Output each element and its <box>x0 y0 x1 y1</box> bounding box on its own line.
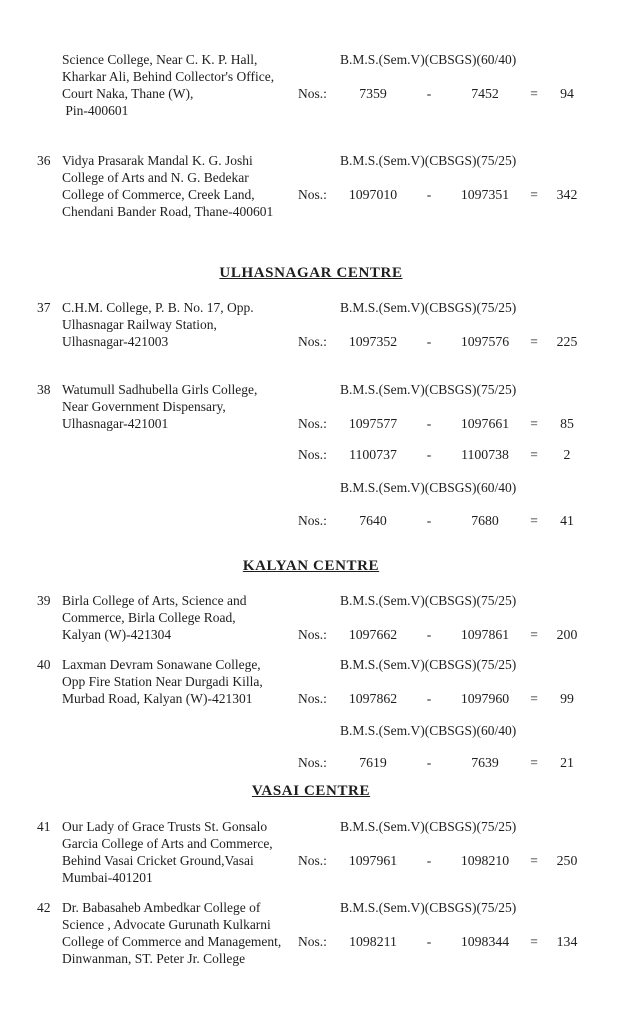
address-line: Mumbai-401201 <box>62 870 153 885</box>
nos-equals: = <box>530 691 538 706</box>
nos-from: 1097662 <box>348 627 398 642</box>
entry-number: 42 <box>37 900 51 915</box>
nos-label: Nos.: <box>298 447 327 462</box>
exam-subject: B.M.S.(Sem.V)(CBSGS)(75/25) <box>340 300 517 315</box>
address-line: Science College, Near C. K. P. Hall, <box>62 52 258 67</box>
nos-to: 1098344 <box>460 934 510 949</box>
nos-count: 342 <box>556 187 578 202</box>
centre-heading: KALYAN CENTRE <box>242 558 380 574</box>
nos-label: Nos.: <box>298 513 327 528</box>
exam-subject: B.M.S.(Sem.V)(CBSGS)(75/25) <box>340 382 517 397</box>
address-line: Birla College of Arts, Science and <box>62 593 247 608</box>
nos-label: Nos.: <box>298 691 327 706</box>
nos-equals: = <box>530 755 538 770</box>
nos-from: 1097010 <box>348 187 398 202</box>
nos-to: 1097861 <box>460 627 510 642</box>
exam-subject: B.M.S.(Sem.V)(CBSGS)(60/40) <box>340 723 517 738</box>
address-line: Ulhasnagar Railway Station, <box>62 317 217 332</box>
nos-range-dash: - <box>426 447 432 462</box>
address-line: Near Government Dispensary, <box>62 399 226 414</box>
address-line: Court Naka, Thane (W), <box>62 86 194 101</box>
entry-number: 40 <box>37 657 51 672</box>
nos-equals: = <box>530 334 538 349</box>
address-line: Commerce, Birla College Road, <box>62 610 236 625</box>
address-line: C.H.M. College, P. B. No. 17, Opp. <box>62 300 254 315</box>
nos-count: 99 <box>560 691 574 706</box>
nos-range-dash: - <box>426 755 432 770</box>
nos-from: 1100737 <box>349 447 397 462</box>
nos-range-dash: - <box>426 86 432 101</box>
address-line: Watumull Sadhubella Girls College, <box>62 382 258 397</box>
address-line: College of Commerce and Management, <box>62 934 282 949</box>
nos-count: 41 <box>560 513 574 528</box>
nos-count: 94 <box>560 86 574 101</box>
nos-label: Nos.: <box>298 853 327 868</box>
nos-equals: = <box>530 416 538 431</box>
nos-equals: = <box>530 934 538 949</box>
nos-from: 7359 <box>359 86 387 101</box>
nos-to: 1097661 <box>460 416 510 431</box>
nos-to: 7639 <box>471 755 499 770</box>
address-line: Dr. Babasaheb Ambedkar College of <box>62 900 261 915</box>
exam-subject: B.M.S.(Sem.V)(CBSGS)(75/25) <box>340 657 517 672</box>
exam-subject: B.M.S.(Sem.V)(CBSGS)(75/25) <box>340 900 517 915</box>
nos-equals: = <box>530 187 538 202</box>
entry-number: 37 <box>37 300 51 315</box>
nos-count: 225 <box>556 334 578 349</box>
exam-subject: B.M.S.(Sem.V)(CBSGS)(75/25) <box>340 819 517 834</box>
nos-equals: = <box>530 513 538 528</box>
centre-heading: ULHASNAGAR CENTRE <box>219 265 403 281</box>
address-line: Laxman Devram Sonawane College, <box>62 657 261 672</box>
address-line: Dinwanman, ST. Peter Jr. College <box>62 951 246 966</box>
nos-from: 1097961 <box>348 853 398 868</box>
address-line: Ulhasnagar-421003 <box>62 334 169 349</box>
address-line: Vidya Prasarak Mandal K. G. Joshi <box>62 153 253 168</box>
nos-from: 1098211 <box>349 934 397 949</box>
nos-range-dash: - <box>426 853 432 868</box>
nos-to: 7452 <box>471 86 499 101</box>
entry-number: 41 <box>37 819 51 834</box>
address-line: Science , Advocate Gurunath Kulkarni <box>62 917 271 932</box>
nos-to: 1097351 <box>460 187 510 202</box>
nos-count: 21 <box>560 755 574 770</box>
exam-subject: B.M.S.(Sem.V)(CBSGS)(60/40) <box>340 480 517 495</box>
nos-equals: = <box>530 853 538 868</box>
entry-number: 39 <box>37 593 51 608</box>
exam-subject: B.M.S.(Sem.V)(CBSGS)(75/25) <box>340 153 517 168</box>
address-line: Murbad Road, Kalyan (W)-421301 <box>62 691 253 706</box>
address-line: Opp Fire Station Near Durgadi Killa, <box>62 674 263 689</box>
nos-range-dash: - <box>426 187 432 202</box>
nos-to: 1097960 <box>460 691 510 706</box>
address-line: College of Commerce, Creek Land, <box>62 187 255 202</box>
nos-label: Nos.: <box>298 627 327 642</box>
nos-from: 7640 <box>359 513 387 528</box>
nos-equals: = <box>530 86 538 101</box>
address-line: Garcia College of Arts and Commerce, <box>62 836 273 851</box>
exam-subject: B.M.S.(Sem.V)(CBSGS)(75/25) <box>340 593 517 608</box>
address-line: College of Arts and N. G. Bedekar <box>62 170 249 185</box>
nos-label: Nos.: <box>298 755 327 770</box>
address-line: Our Lady of Grace Trusts St. Gonsalo <box>62 819 268 834</box>
nos-to: 1100738 <box>461 447 509 462</box>
nos-to: 1098210 <box>460 853 510 868</box>
nos-count: 2 <box>563 447 571 462</box>
nos-count: 200 <box>556 627 578 642</box>
nos-from: 1097862 <box>348 691 398 706</box>
nos-range-dash: - <box>426 691 432 706</box>
nos-range-dash: - <box>426 513 432 528</box>
address-line: Chendani Bander Road, Thane-400601 <box>62 204 274 219</box>
nos-equals: = <box>530 447 538 462</box>
nos-count: 250 <box>556 853 578 868</box>
entry-number: 36 <box>37 153 51 168</box>
address-line: Pin-400601 <box>62 103 129 118</box>
nos-to: 1097576 <box>460 334 510 349</box>
nos-count: 85 <box>560 416 574 431</box>
nos-label: Nos.: <box>298 934 327 949</box>
address-line: Ulhasnagar-421001 <box>62 416 169 431</box>
nos-to: 7680 <box>471 513 499 528</box>
nos-count: 134 <box>556 934 578 949</box>
nos-range-dash: - <box>426 334 432 349</box>
address-line: Kharkar Ali, Behind Collector's Office, <box>62 69 275 84</box>
nos-label: Nos.: <box>298 187 327 202</box>
address-line: Kalyan (W)-421304 <box>62 627 172 642</box>
nos-from: 7619 <box>359 755 387 770</box>
nos-label: Nos.: <box>298 86 327 101</box>
nos-label: Nos.: <box>298 416 327 431</box>
nos-label: Nos.: <box>298 334 327 349</box>
address-line: Behind Vasai Cricket Ground,Vasai <box>62 853 254 868</box>
nos-from: 1097352 <box>348 334 398 349</box>
exam-subject: B.M.S.(Sem.V)(CBSGS)(60/40) <box>340 52 517 67</box>
nos-range-dash: - <box>426 934 432 949</box>
nos-range-dash: - <box>426 627 432 642</box>
nos-from: 1097577 <box>348 416 398 431</box>
nos-range-dash: - <box>426 416 432 431</box>
nos-equals: = <box>530 627 538 642</box>
entry-number: 38 <box>37 382 51 397</box>
centre-heading: VASAI CENTRE <box>251 783 371 799</box>
